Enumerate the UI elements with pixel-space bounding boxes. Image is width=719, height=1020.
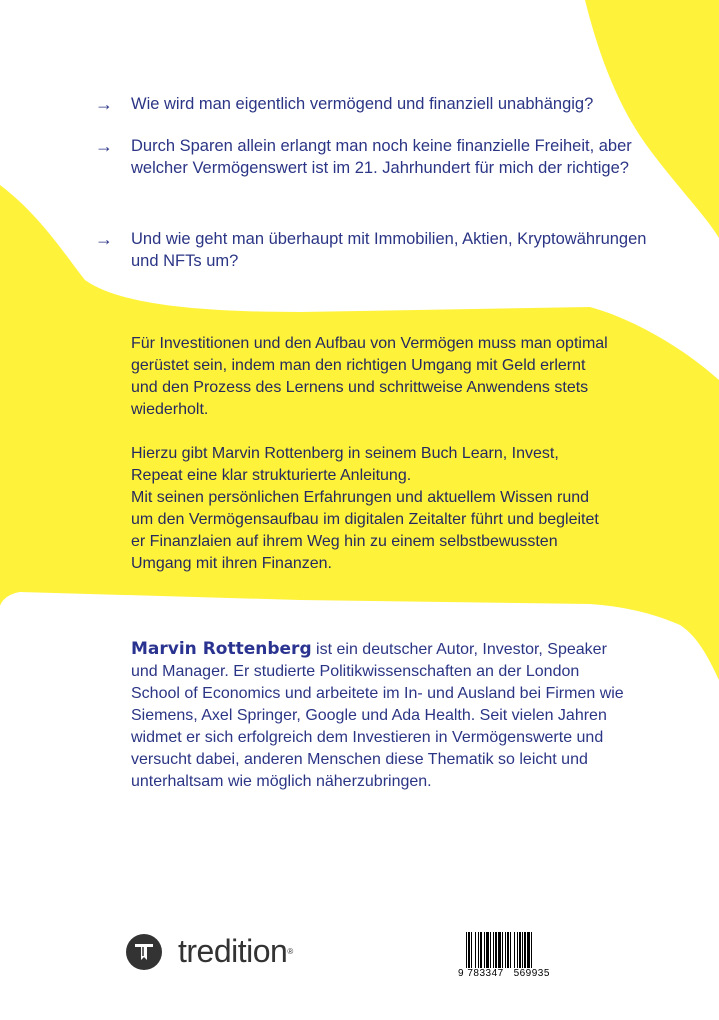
description-paragraph-1: Für Investitionen und den Aufbau von Vermögen muss man optimal gerüstet sein, indem man den richtigen Umgang mit Geld erlernt und den Prozess des Lernens und schrittweise Anwendens stets wiederholt. (131, 335, 608, 418)
author-name: Marvin Rottenberg (131, 639, 312, 659)
description-paragraph-2: Hierzu gibt Marvin Rottenberg in seinem Buch Learn, Invest, Repeat eine klar strukturierte Anleitung. (131, 445, 559, 484)
arrow-right-icon: → (95, 229, 113, 249)
question-text: Und wie geht man überhaupt mit Immobilien, Aktien, Kryptowährungen und NFTs um? (131, 230, 647, 270)
publisher-logo (126, 933, 293, 970)
barcode-digits (458, 968, 582, 979)
barcode-bar (532, 932, 534, 968)
isbn-barcode (458, 932, 582, 979)
question-3 (95, 228, 651, 272)
registered-mark: ® (287, 947, 294, 956)
barcode-group-2: 569935 (513, 968, 550, 979)
publisher-name: tredition (178, 933, 288, 969)
top-right-blob (585, 0, 719, 238)
barcode-group-1: 783347 (467, 968, 504, 979)
tredition-logo-icon (126, 934, 162, 970)
barcode-bars (466, 932, 582, 968)
question-text: Wie wird man eigentlich vermögend und finanziell unabhängig? (131, 95, 594, 113)
description-paragraph-3: Mit seinen persönlichen Erfahrungen und aktuellem Wissen rund um den Vermögensaufbau im digitalen Zeitalter führt und begleitet er Finanzlaien auf ihrem Weg hin zu einem selbstbewussten Umgang mit ihren Finanzen. (131, 489, 599, 572)
arrow-right-icon: → (95, 136, 113, 156)
question-text: Durch Sparen allein erlangt man noch keine finanzielle Freiheit, aber welcher Vermögenswert ist im 21. Jahrhundert für mich der richtige? (131, 137, 632, 177)
author-bio-text: ist ein deutscher Autor, Investor, Speaker und Manager. Er studierte Politikwissenschaften an der London School of Economics und arbeitete im In- und Ausland bei Firmen wie Siemens, Axel Springer, Google und Ada Health. Seit vielen Jahren widmet er sich erfolgreich dem Investieren in Vermögenswerte und versucht dabei, anderen Menschen diese Thematik so leicht und unterhaltsam wie möglich näherzubringen. (131, 641, 624, 790)
question-2 (95, 135, 651, 179)
question-1 (95, 93, 651, 115)
author-bio (131, 638, 631, 793)
arrow-right-icon: → (95, 94, 113, 114)
barcode-lead-digit: 9 (458, 968, 465, 979)
